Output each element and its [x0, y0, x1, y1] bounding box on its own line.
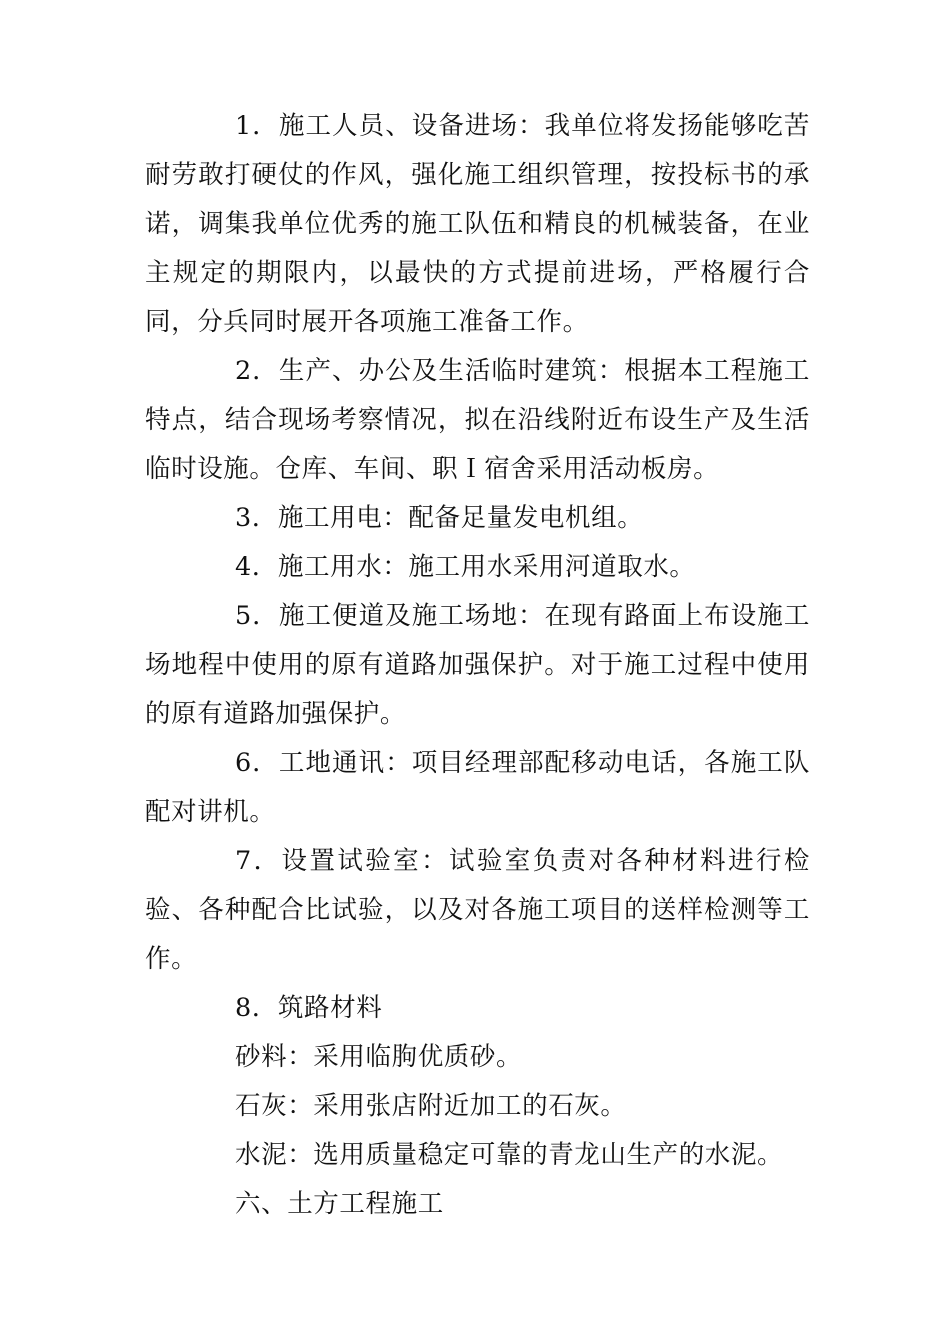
paragraph-access-roads: 5．施工便道及施工场地：在现有路面上布设施工场地程中使用的原有道路加强保护。对于施工过程中使用的原有道路加强保护。 — [145, 601, 810, 729]
paragraph-road-materials: 8．筑路材料 — [235, 993, 383, 1023]
document-body — [145, 102, 810, 1229]
paragraph-personnel-equipment: 1．施工人员、设备进场：我单位将发扬能够吃苦耐劳敢打硬仗的作风，强化施工组织管理，按投标书的承诺，调集我单位优秀的施工队伍和精良的机械装备，在业主规定的期限内，以最快的方式提前进场，严格履行合同，分兵同时展开各项施工准备工作。 — [145, 111, 810, 337]
paragraph-communications: 6．工地通讯：项目经理部配移动电话，各施工队配对讲机。 — [145, 748, 810, 827]
paragraph-sand: 砂料：采用临朐优质砂。 — [235, 1042, 523, 1072]
paragraph-power-supply: 3．施工用电：配备足量发电机组。 — [235, 503, 644, 533]
paragraph-laboratory: 7．设置试验室：试验室负责对各种材料进行检验、各种配合比试验，以及对各施工项目的送样检测等工作。 — [145, 846, 810, 974]
section-heading-earthwork: 六、土方工程施工 — [235, 1189, 444, 1219]
paragraph-cement: 水泥：选用质量稳定可靠的青龙山生产的水泥。 — [235, 1140, 784, 1170]
paragraph-temporary-buildings: 2．生产、办公及生活临时建筑：根据本工程施工特点，结合现场考察情况，拟在沿线附近布设生产及生活临时设施。仓库、车间、职Ｉ宿舍采用活动板房。 — [145, 356, 810, 484]
paragraph-water-supply: 4．施工用水：施工用水采用河道取水。 — [235, 552, 696, 582]
paragraph-lime: 石灰：采用张店附近加工的石灰。 — [235, 1091, 627, 1121]
